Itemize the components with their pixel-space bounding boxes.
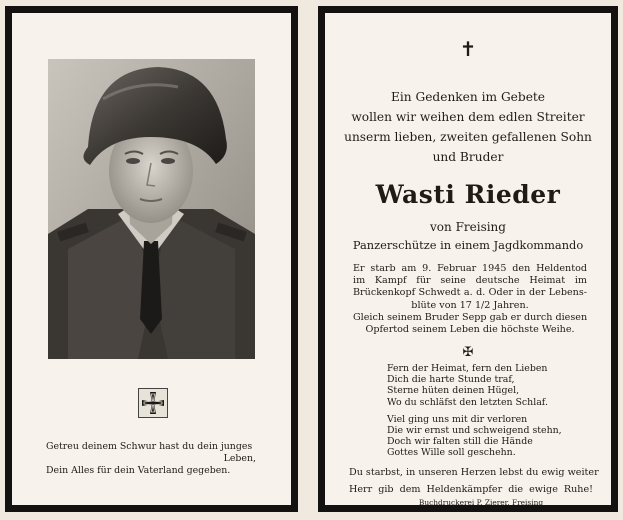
poem-line: Die wir ernst und schweigend stehn, — [387, 425, 562, 437]
rank: Panzerschütze in einem Jagdkommando — [352, 238, 584, 252]
biography — [353, 263, 587, 336]
origin: von Freising — [430, 220, 506, 234]
intro-line: wollen wir weihen dem edlen Streiter — [351, 110, 585, 124]
left-card — [5, 6, 298, 512]
verse-line: Dein Alles für dein Vaterland gegeben. — [46, 465, 231, 476]
iron-cross-icon — [138, 388, 168, 418]
poem-line: Viel ging uns mit dir verloren — [387, 413, 528, 425]
verse-line: Getreu deinem Schwur hast du dein junges — [46, 441, 253, 452]
bio-line: im Kampf für seine deutsche Heimat im — [353, 275, 587, 287]
bio-line: blüte von 17 1/2 Jahren. — [411, 299, 529, 311]
intro-line: Ein Gedenken im Gebete — [390, 90, 546, 104]
poem-line: Dich die harte Stunde traf, — [387, 374, 515, 386]
bio-line: Brückenkopf Schwedt a. d. Oder in der Lebens- — [353, 287, 587, 299]
poem-line: Sterne hüten deinen Hügel, — [387, 385, 520, 397]
soldier-portrait — [48, 59, 255, 359]
deceased-name: Wasti Rieder — [375, 180, 561, 209]
portrait-image — [48, 59, 255, 359]
printer-credit: Buchdruckerei P. Zierer, Freising — [418, 498, 544, 507]
small-cross-icon: ✠ — [462, 345, 474, 360]
poem-line: Fern der Heimat, fern den Lieben — [387, 363, 548, 374]
poem-stanza — [387, 414, 567, 459]
poem-line: Doch wir falten still die Hände — [387, 436, 533, 448]
right-card — [318, 6, 618, 512]
intro-text — [325, 87, 611, 167]
bio-line: Gleich seinem Bruder Sepp gab er durch diesen — [353, 311, 588, 323]
intro-line: und Bruder — [432, 150, 504, 164]
left-verse — [46, 441, 258, 477]
poem — [387, 363, 567, 465]
poem-line: Gottes Wille soll geschehn. — [387, 447, 516, 459]
closing-line: Du starbst, in unseren Herzen lebst du ewig weiter — [349, 467, 599, 478]
latin-cross-icon: ✝ — [459, 37, 477, 61]
bio-line: Er starb am 9. Februar 1945 den Heldentod — [353, 263, 587, 274]
closing-line: Herr gib dem Heldenkämpfer die ewige Ruhe! — [349, 484, 593, 495]
intro-line: unserm lieben, zweiten gefallenen Sohn — [344, 130, 592, 144]
bio-line: Opfertod seinem Leben die höchste Weihe. — [365, 324, 575, 336]
poem-stanza — [387, 363, 567, 408]
closing-text — [349, 464, 599, 498]
poem-line: Wo du schläfst den letzten Schlaf. — [387, 396, 548, 408]
verse-line: Leben, — [223, 453, 256, 464]
